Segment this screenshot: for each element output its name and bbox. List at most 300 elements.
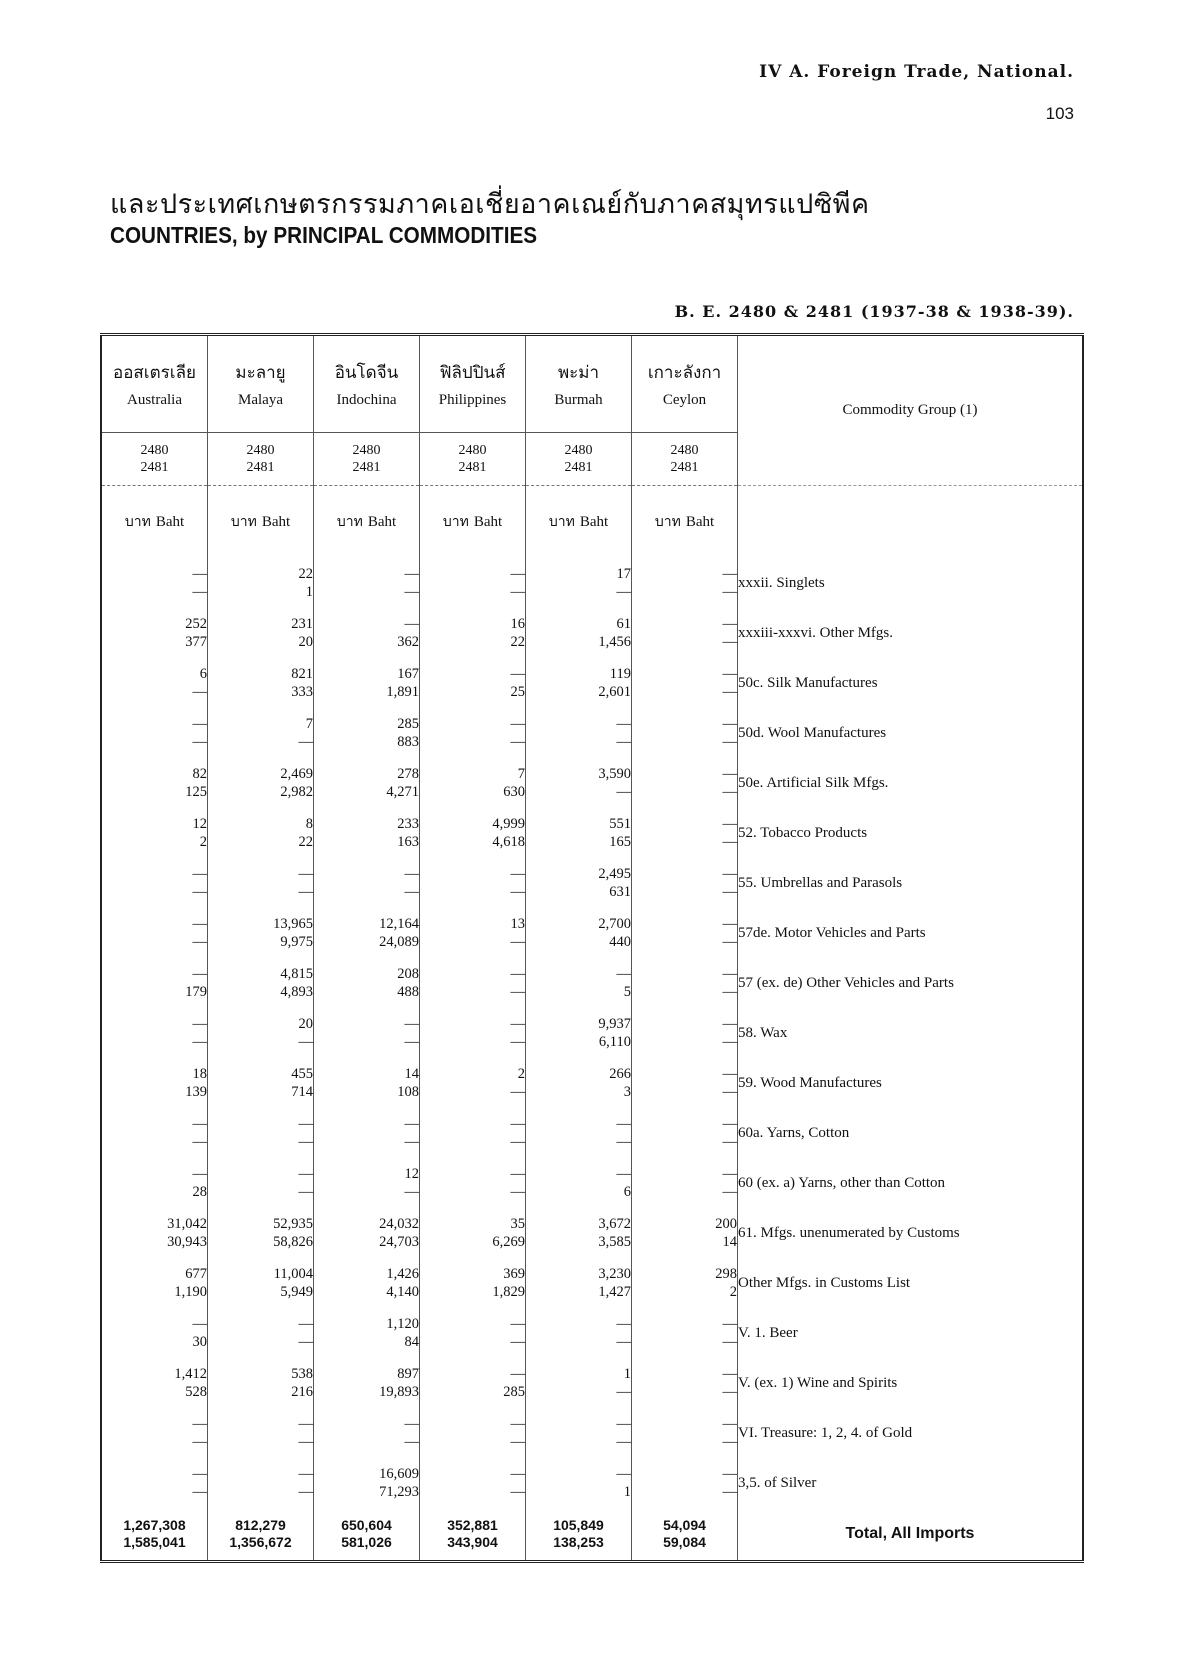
value-2480: 52,935 — [273, 1216, 313, 1232]
country-name-thai: ฟิลิปปินส์ — [439, 363, 506, 383]
value-2481: 1,456 — [598, 634, 631, 650]
value-2480: 3,672 — [598, 1216, 631, 1232]
value-2480: — — [722, 716, 737, 732]
commodity-row — [101, 958, 1083, 1008]
total-2481: 1,585,041 — [123, 1534, 186, 1550]
value-2481: — — [722, 1184, 737, 1200]
value-cell — [101, 1308, 208, 1358]
value-2481: — — [616, 784, 631, 800]
value-2480: 455 — [291, 1066, 313, 1082]
value-cell — [314, 1258, 420, 1308]
value-2481: — — [722, 634, 737, 650]
value-2481: — — [616, 1434, 631, 1450]
value-2480: — — [722, 966, 737, 982]
commodity-label: 57 (ex. de) Other Vehicles and Parts — [738, 974, 954, 991]
value-2480: — — [510, 1166, 525, 1182]
commodity-row — [101, 808, 1083, 858]
unit-cell — [632, 486, 738, 559]
value-cell — [632, 708, 738, 758]
value-2481: — — [722, 1434, 737, 1450]
value-cell — [632, 1058, 738, 1108]
commodity-label: 60a. Yarns, Cotton — [738, 1124, 850, 1141]
value-2481: — — [510, 1184, 525, 1200]
value-2480: — — [192, 716, 207, 732]
value-2480: — — [722, 1066, 737, 1082]
value-2481: 377 — [185, 634, 207, 650]
value-cell — [632, 1158, 738, 1208]
value-cell — [208, 1308, 314, 1358]
country-header-cell — [314, 335, 420, 433]
value-cell — [420, 1058, 526, 1108]
commodity-label: xxxiii-xxxvi. Other Mfgs. — [738, 624, 893, 641]
value-cell — [314, 558, 420, 608]
value-2481: — — [722, 734, 737, 750]
unit-label-english: Baht — [473, 514, 503, 530]
value-cell — [101, 608, 208, 658]
commodity-label: 60 (ex. a) Yarns, other than Cotton — [738, 1174, 946, 1191]
year-header-cell — [314, 433, 420, 486]
value-2481: — — [298, 1484, 313, 1500]
value-cell — [526, 1158, 632, 1208]
value-2481: 488 — [397, 984, 419, 1000]
value-2480: — — [722, 1116, 737, 1132]
value-2481: — — [192, 1134, 207, 1150]
total-value-cell — [526, 1508, 632, 1562]
value-2480: — — [298, 1416, 313, 1432]
value-2480: 17 — [616, 566, 631, 582]
value-cell — [420, 858, 526, 908]
year-header-cell — [101, 433, 208, 486]
value-2481: 25 — [510, 684, 525, 700]
commodity-row — [101, 558, 1083, 608]
unit-label-thai: บาท — [230, 514, 257, 530]
commodity-label: 57de. Motor Vehicles and Parts — [738, 924, 926, 941]
value-2480: — — [722, 1016, 737, 1032]
value-2481: 5,949 — [280, 1284, 313, 1300]
value-2481: — — [192, 1034, 207, 1050]
country-name-english: Australia — [127, 392, 182, 408]
value-cell — [314, 1008, 420, 1058]
value-cell — [632, 858, 738, 908]
value-2481: — — [298, 1134, 313, 1150]
value-cell — [208, 1108, 314, 1158]
value-cell — [101, 1158, 208, 1208]
value-2480: 298 — [715, 1266, 737, 1282]
value-cell — [526, 858, 632, 908]
value-2480: 13,965 — [273, 916, 313, 932]
value-2481: — — [510, 1334, 525, 1350]
commodity-row — [101, 1158, 1083, 1208]
commodity-label: xxxii. Singlets — [738, 574, 825, 591]
value-2480: 22 — [298, 566, 313, 582]
value-2480: 35 — [510, 1216, 525, 1232]
value-2481: — — [722, 784, 737, 800]
value-cell — [314, 1308, 420, 1358]
country-name-english: Ceylon — [662, 392, 707, 408]
value-2480: — — [616, 1416, 631, 1432]
value-2481: 4,271 — [386, 784, 419, 800]
commodity-row — [101, 858, 1083, 908]
value-2481: — — [722, 1334, 737, 1350]
value-2480: 11,004 — [273, 1266, 313, 1282]
value-2480: — — [722, 616, 737, 632]
value-cell — [101, 1358, 208, 1408]
value-cell — [314, 1458, 420, 1508]
value-2481: 2 — [199, 834, 207, 850]
commodity-label: Other Mfgs. in Customs List — [738, 1274, 911, 1291]
total-2481: 1,356,672 — [229, 1534, 292, 1550]
value-2481: 58,826 — [273, 1234, 313, 1250]
value-2480: 13 — [510, 916, 525, 932]
value-2481: 3 — [623, 1084, 631, 1100]
value-2481: 1 — [305, 584, 313, 600]
value-2481: — — [510, 1434, 525, 1450]
commodity-row — [101, 658, 1083, 708]
value-2480: — — [510, 716, 525, 732]
value-cell — [420, 1108, 526, 1158]
value-cell — [632, 1108, 738, 1158]
value-2480: 677 — [185, 1266, 207, 1282]
trade-table-body — [101, 335, 1083, 1562]
value-2481: — — [298, 884, 313, 900]
unit-label-thai: บาท — [442, 514, 469, 530]
country-header-cell — [208, 335, 314, 433]
value-2481: 4,893 — [280, 984, 313, 1000]
total-value-cell — [208, 1508, 314, 1562]
commodity-label: 52. Tobacco Products — [738, 824, 868, 841]
value-cell — [314, 708, 420, 758]
commodity-row — [101, 608, 1083, 658]
value-2481: 362 — [397, 634, 419, 650]
value-2480: — — [722, 566, 737, 582]
value-2481: 9,975 — [280, 934, 313, 950]
unit-label-english: Baht — [367, 514, 397, 530]
page-number: 103 — [1045, 104, 1074, 123]
value-2480: 2 — [517, 1066, 525, 1082]
value-2480: — — [404, 566, 419, 582]
value-2481: — — [404, 1184, 419, 1200]
total-2481: 138,253 — [553, 1534, 604, 1550]
value-cell — [101, 1058, 208, 1108]
unit-label-thai: บาท — [336, 514, 363, 530]
value-2481: — — [298, 1184, 313, 1200]
value-cell — [420, 1358, 526, 1408]
value-2480: — — [616, 1116, 631, 1132]
commodity-row — [101, 1008, 1083, 1058]
value-cell — [420, 1008, 526, 1058]
value-cell — [526, 958, 632, 1008]
commodity-row — [101, 1058, 1083, 1108]
country-name-english: Philippines — [438, 392, 507, 408]
value-cell — [101, 958, 208, 1008]
value-2481: — — [192, 584, 207, 600]
value-cell — [526, 658, 632, 708]
value-2480: 18 — [192, 1066, 207, 1082]
year-label: 2480 — [140, 443, 169, 458]
value-2480: — — [192, 866, 207, 882]
value-2481: — — [722, 1134, 737, 1150]
value-cell — [208, 1158, 314, 1208]
value-cell — [632, 1308, 738, 1358]
country-name-thai: ออสเตรเลีย — [113, 363, 196, 383]
commodity-row — [101, 1108, 1083, 1158]
unit-label-thai: บาท — [548, 514, 575, 530]
value-2480: — — [722, 1316, 737, 1332]
value-2480: 16,609 — [379, 1466, 419, 1482]
value-cell — [101, 708, 208, 758]
value-2480: — — [510, 666, 525, 682]
value-cell — [314, 1408, 420, 1458]
value-cell — [208, 1208, 314, 1258]
value-cell — [101, 808, 208, 858]
year-label: 2481 — [352, 460, 381, 475]
value-cell — [420, 808, 526, 858]
value-2480: — — [404, 866, 419, 882]
country-header-cell — [526, 335, 632, 433]
value-2481: 1,190 — [174, 1284, 207, 1300]
value-2480: 252 — [185, 616, 207, 632]
year-label: 2480 — [564, 443, 593, 458]
value-cell — [208, 1408, 314, 1458]
value-2480: — — [298, 1166, 313, 1182]
commodity-row — [101, 1458, 1083, 1508]
value-cell — [208, 758, 314, 808]
value-2480: — — [510, 1366, 525, 1382]
value-cell — [314, 608, 420, 658]
year-header-cell — [420, 433, 526, 486]
value-2481: — — [616, 1134, 631, 1150]
value-2480: 2,495 — [598, 866, 631, 882]
value-2481: — — [722, 1034, 737, 1050]
value-2480: 278 — [397, 766, 419, 782]
value-cell — [420, 1408, 526, 1458]
commodity-label: VI. Treasure: 1, 2, 4. of Gold — [738, 1424, 913, 1441]
period-label: B. E. 2480 & 2481 (1937-38 & 1938-39). — [674, 302, 1074, 321]
value-cell — [526, 1308, 632, 1358]
value-2480: — — [192, 1416, 207, 1432]
value-cell — [208, 1008, 314, 1058]
total-2481: 581,026 — [341, 1534, 392, 1550]
value-2480: 12 — [192, 816, 207, 832]
value-2481: — — [404, 584, 419, 600]
value-2480: 200 — [715, 1216, 737, 1232]
value-2480: — — [404, 1116, 419, 1132]
value-2480: — — [404, 1416, 419, 1432]
value-2481: 1,829 — [492, 1284, 525, 1300]
total-2480: 1,267,308 — [123, 1517, 186, 1533]
value-2481: — — [298, 734, 313, 750]
value-2481: — — [722, 1384, 737, 1400]
value-2481: 6 — [623, 1184, 631, 1200]
title-english: COUNTRIES, by PRINCIPAL COMMODITIES — [110, 222, 538, 248]
value-2481: 3,585 — [598, 1234, 631, 1250]
value-2481: — — [616, 1334, 631, 1350]
value-2480: — — [722, 766, 737, 782]
value-2481: 2 — [729, 1284, 737, 1300]
value-2480: — — [722, 1366, 737, 1382]
value-2481: 883 — [397, 734, 419, 750]
value-2481: 179 — [185, 984, 207, 1000]
commodity-row — [101, 908, 1083, 958]
value-2481: — — [722, 684, 737, 700]
value-2481: 2,601 — [598, 684, 631, 700]
commodity-row — [101, 1358, 1083, 1408]
value-2481: — — [510, 884, 525, 900]
value-2481: — — [510, 1084, 525, 1100]
value-2480: 266 — [609, 1066, 631, 1082]
title-thai: และประเทศเกษตรกรรมภาคเอเชี่ยอาคเณย์กับภาคสมุทรแปซิพีค — [110, 189, 870, 220]
value-2481: 22 — [510, 634, 525, 650]
value-cell — [420, 908, 526, 958]
value-2481: 216 — [291, 1384, 313, 1400]
value-cell — [208, 658, 314, 708]
value-cell — [314, 1108, 420, 1158]
country-header-cell — [101, 335, 208, 433]
commodity-label: V. 1. Beer — [738, 1324, 798, 1341]
value-cell — [632, 658, 738, 708]
commodity-label: 3,5. of Silver — [738, 1474, 817, 1491]
value-2480: — — [510, 566, 525, 582]
value-2480: 9,937 — [598, 1016, 631, 1032]
country-name-english: Burmah — [554, 392, 603, 408]
value-cell — [208, 1058, 314, 1108]
value-2480: — — [298, 866, 313, 882]
value-cell — [526, 1058, 632, 1108]
value-2480: — — [722, 816, 737, 832]
value-2480: 1,412 — [174, 1366, 207, 1382]
value-cell — [208, 858, 314, 908]
value-cell — [314, 858, 420, 908]
value-2481: 528 — [185, 1384, 207, 1400]
commodity-group-header-label: Commodity Group (1) — [842, 402, 978, 418]
value-cell — [208, 1258, 314, 1308]
value-2481: — — [722, 934, 737, 950]
value-cell — [632, 908, 738, 958]
value-2481: 4,140 — [386, 1284, 419, 1300]
value-cell — [420, 1308, 526, 1358]
value-2480: 285 — [397, 716, 419, 732]
value-2480: 551 — [609, 816, 631, 832]
value-2480: — — [298, 1466, 313, 1482]
value-2481: — — [616, 1384, 631, 1400]
value-2481: 139 — [185, 1084, 207, 1100]
value-2481: 30,943 — [167, 1234, 207, 1250]
value-cell — [314, 1058, 420, 1108]
year-label: 2480 — [670, 443, 699, 458]
year-label: 2481 — [564, 460, 593, 475]
commodity-group-header — [738, 335, 1084, 486]
value-2480: — — [192, 1116, 207, 1132]
year-header-cell — [526, 433, 632, 486]
value-2481: 108 — [397, 1084, 419, 1100]
value-2480: — — [616, 966, 631, 982]
total-row — [101, 1508, 1083, 1562]
total-2480: 352,881 — [447, 1517, 498, 1533]
total-2480: 105,849 — [553, 1517, 604, 1533]
year-label: 2481 — [246, 460, 275, 475]
value-cell — [526, 808, 632, 858]
value-cell — [632, 1258, 738, 1308]
value-2480: 12 — [404, 1166, 419, 1182]
value-2481: 440 — [609, 934, 631, 950]
year-label: 2481 — [458, 460, 487, 475]
value-cell — [632, 808, 738, 858]
value-2480: 1,426 — [386, 1266, 419, 1282]
value-2480: — — [616, 1466, 631, 1482]
value-cell — [314, 1158, 420, 1208]
value-2480: — — [722, 1466, 737, 1482]
commodity-row — [101, 708, 1083, 758]
value-2481: 19,893 — [379, 1384, 419, 1400]
total-value-cell — [420, 1508, 526, 1562]
value-cell — [101, 908, 208, 958]
running-header: IV A. Foreign Trade, National. — [759, 62, 1074, 82]
value-2480: 14 — [404, 1066, 419, 1082]
value-2480: — — [722, 866, 737, 882]
value-2480: 538 — [291, 1366, 313, 1382]
value-cell — [420, 708, 526, 758]
total-value-cell — [101, 1508, 208, 1562]
value-cell — [526, 1358, 632, 1408]
value-cell — [526, 708, 632, 758]
value-2480: 20 — [298, 1016, 313, 1032]
value-cell — [314, 808, 420, 858]
value-cell — [632, 1408, 738, 1458]
value-cell — [420, 658, 526, 708]
value-2480: — — [192, 1166, 207, 1182]
total-2480: 812,279 — [235, 1517, 286, 1533]
commodity-label: 61. Mfgs. unenumerated by Customs — [738, 1224, 960, 1241]
value-cell — [101, 758, 208, 808]
value-2481: 5 — [623, 984, 631, 1000]
value-cell — [632, 1458, 738, 1508]
value-2480: 2,700 — [598, 916, 631, 932]
value-cell — [632, 608, 738, 658]
unit-cell — [208, 486, 314, 559]
value-2480: — — [192, 916, 207, 932]
value-2480: 821 — [291, 666, 313, 682]
value-2480: — — [722, 1416, 737, 1432]
country-name-thai: มะลายู — [235, 363, 286, 383]
value-cell — [208, 558, 314, 608]
value-2481: — — [722, 834, 737, 850]
value-2480: 369 — [503, 1266, 525, 1282]
value-2481: — — [510, 1034, 525, 1050]
value-2481: 20 — [298, 634, 313, 650]
unit-row — [101, 486, 1083, 559]
unit-label-thai: บาท — [124, 514, 151, 530]
total-value-cell — [632, 1508, 738, 1562]
value-cell — [420, 958, 526, 1008]
value-cell — [526, 1208, 632, 1258]
value-cell — [420, 558, 526, 608]
value-cell — [632, 1208, 738, 1258]
value-2481: — — [510, 734, 525, 750]
value-cell — [632, 758, 738, 808]
value-2480: — — [616, 716, 631, 732]
unit-label-english: Baht — [155, 514, 185, 530]
value-2480: — — [616, 1166, 631, 1182]
value-2480: 4,999 — [492, 816, 525, 832]
value-2481: — — [192, 1484, 207, 1500]
country-header-cell — [632, 335, 738, 433]
value-2481: 28 — [192, 1184, 207, 1200]
value-2481: — — [722, 884, 737, 900]
value-2480: — — [722, 1166, 737, 1182]
value-cell — [420, 1158, 526, 1208]
value-2480: — — [510, 1016, 525, 1032]
value-2480: — — [404, 616, 419, 632]
